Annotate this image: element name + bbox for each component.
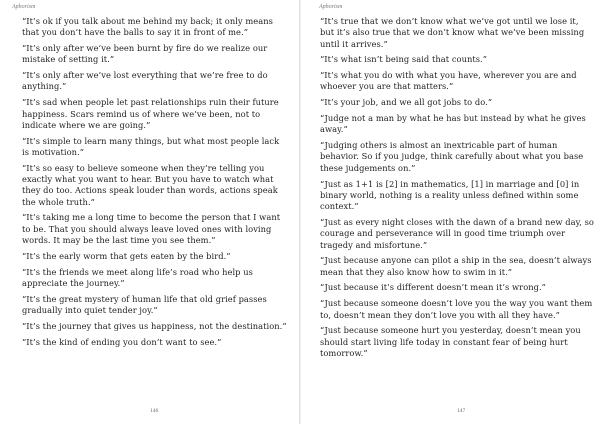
quote: “Just because someone doesn’t love you the way you want them to, doesn’t mean they don’t love you with all they have.” xyxy=(320,298,593,320)
running-head: Aphorism xyxy=(319,4,343,10)
quote: “It’s what isn’t being said that counts.” xyxy=(320,54,488,65)
quote: “It’s the friends we meet along life’s road who help us appreciate the journey.” xyxy=(22,266,253,288)
quote-list xyxy=(320,16,594,364)
quote: “Just because someone hurt you yesterday, doesn’t mean you should start living life today in constant fear of being hurt tomorrow.” xyxy=(320,325,581,358)
quote: “Just as every night closes with the dawn of a brand new day, so courage and perseverance will in good time triumph over tragedy and misfortune.” xyxy=(320,216,594,250)
quote: “It’s the early worm that gets eaten by the bird.” xyxy=(22,250,231,261)
quote-list xyxy=(22,16,288,352)
quote: “It’s sad when people let past relationships ruin their future happiness. Scars remind us of where we’ve been, not to indicate where we are going.” xyxy=(22,97,279,130)
quote: “It’s the great mystery of human life that old grief passes gradually into quiet tender joy.” xyxy=(22,293,267,316)
page-number: 146 xyxy=(150,408,159,414)
quote: “It’s only after we’ve lost everything that we’re free to do anything.” xyxy=(22,70,268,92)
right-page xyxy=(300,0,600,424)
quote: “It’s simple to learn many things, but what most people lack is motivation.” xyxy=(22,135,280,157)
running-head: Aphorism xyxy=(12,4,36,10)
quote: “It’s only after we’ve been burnt by fire do we realize our mistake of setting it.” xyxy=(22,43,268,65)
quote: “It’s so easy to believe someone when they’re telling you exactly what you want to hear. But you have to watch what they do too. Actions speak louder than words, actions speak the whole truth.” xyxy=(22,162,278,207)
quote: “Just because it’s different doesn’t mean it’s wrong.” xyxy=(320,282,546,293)
quote: “It’s the journey that gives us happiness, not the destination.” xyxy=(22,320,287,331)
quote: “It’s the kind of ending you don’t want to see.” xyxy=(22,336,222,347)
quote: “It’s what you do with what you have, wherever you are and whoever you are that matters.” xyxy=(320,70,577,92)
quote: “Just because anyone can pilot a ship in the sea, doesn’t always mean that they also know how to swim in it.” xyxy=(320,255,592,277)
page-number: 147 xyxy=(457,408,466,414)
quote: “Judging others is almost an inextricable part of human behavior. So if you judge, think carefully about what you base these judgements on.” xyxy=(320,140,584,173)
quote: “It’s taking me a long time to become the person that I want to be. That you should always leave loved ones with loving words. It may be the last time you see them.” xyxy=(22,212,281,246)
quote: “Just as 1+1 is [2] in mathematics, [1] in marriage and [0] in binary world, nothing is a reality unless defined within some context.” xyxy=(320,178,580,212)
quote: “It’s ok if you talk about me behind my back; it only means that you don’t have the balls to say it in front of me.” xyxy=(22,16,273,38)
quote: “Judge not a man by what he has but instead by what he gives away.” xyxy=(320,113,586,135)
quote: “It’s true that we don’t know what we’ve got until we lose it, but it’s also true that we don’t know what we’ve been missing until it arrives.” xyxy=(320,16,585,49)
quote: “It’s your job, and we all got jobs to do.” xyxy=(320,97,493,108)
